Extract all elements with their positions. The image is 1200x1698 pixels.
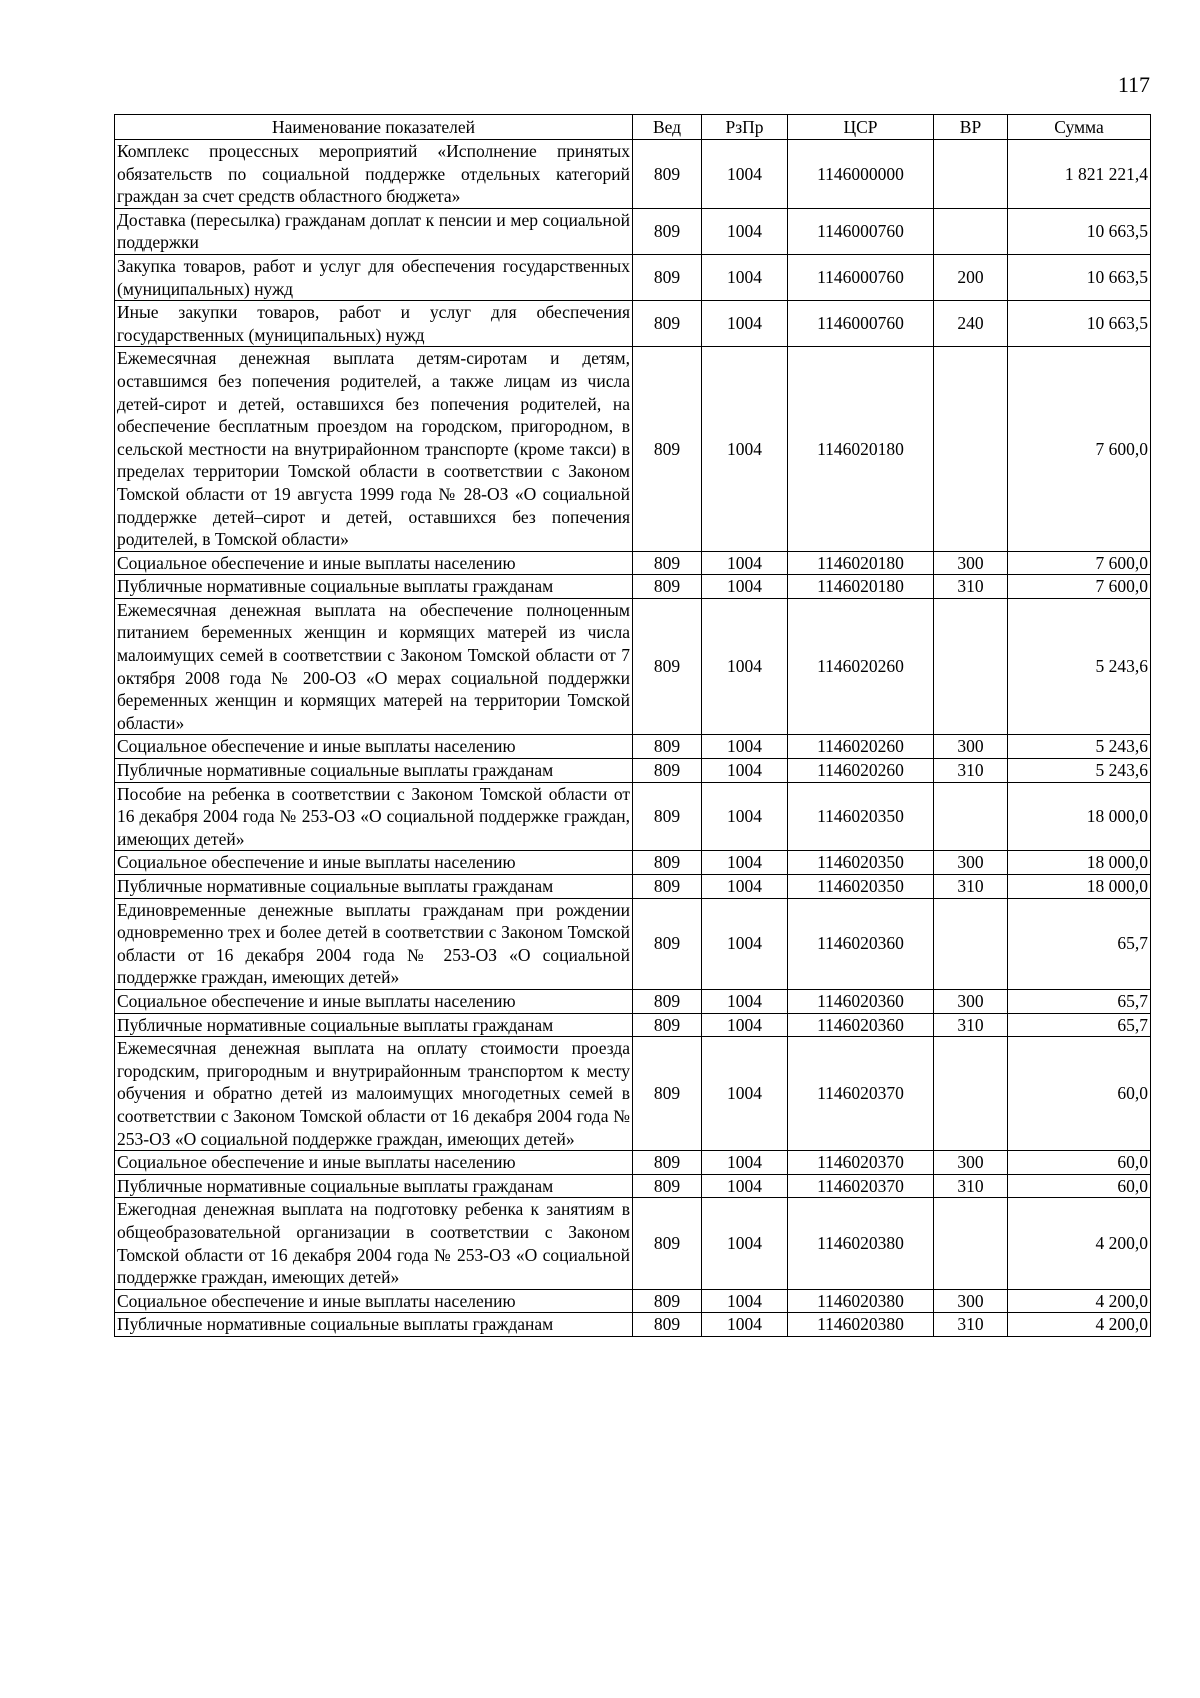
cell-rzpr: 1004 [702, 575, 788, 599]
cell-rzpr: 1004 [702, 989, 788, 1013]
cell-vr [934, 1037, 1008, 1151]
cell-name: Публичные нормативные социальные выплаты гражданам [115, 1174, 633, 1198]
cell-csr: 1146020360 [788, 1013, 934, 1037]
cell-sum: 60,0 [1008, 1174, 1151, 1198]
cell-ved: 809 [633, 254, 702, 300]
table-row [115, 989, 1151, 1013]
cell-ved: 809 [633, 851, 702, 875]
cell-sum: 18 000,0 [1008, 782, 1151, 851]
cell-sum: 7 600,0 [1008, 551, 1151, 575]
cell-sum: 4 200,0 [1008, 1198, 1151, 1289]
cell-vr [934, 140, 1008, 209]
cell-ved: 809 [633, 140, 702, 209]
cell-csr: 1146020350 [788, 875, 934, 899]
table-row [115, 1151, 1151, 1175]
table-row [115, 208, 1151, 254]
header-name: Наименование показателей [115, 115, 633, 140]
cell-name: Ежегодная денежная выплата на подготовку ребенка к занятиям в общеобразовательной организации в соответствии с Законом Томской области от 16 декабря 2004 года № 253-ОЗ «О социальной поддержке граждан, имеющих детей» [115, 1198, 633, 1289]
cell-ved: 809 [633, 759, 702, 783]
table-row [115, 551, 1151, 575]
cell-ved: 809 [633, 347, 702, 551]
cell-ved: 809 [633, 898, 702, 989]
cell-csr: 1146020380 [788, 1198, 934, 1289]
table-row [115, 254, 1151, 300]
table-row [115, 301, 1151, 347]
cell-rzpr: 1004 [702, 782, 788, 851]
header-ved: Вед [633, 115, 702, 140]
table-row [115, 759, 1151, 783]
cell-csr: 1146020180 [788, 347, 934, 551]
table-row [115, 575, 1151, 599]
cell-vr [934, 782, 1008, 851]
cell-name: Комплекс процессных мероприятий «Исполнение принятых обязательств по социальной поддержке отдельных категорий граждан за счет средств областного бюджета» [115, 140, 633, 209]
cell-csr: 1146020380 [788, 1289, 934, 1313]
header-rzpr: РзПр [702, 115, 788, 140]
table-row [115, 875, 1151, 899]
cell-sum: 1 821 221,4 [1008, 140, 1151, 209]
cell-sum: 18 000,0 [1008, 851, 1151, 875]
cell-rzpr: 1004 [702, 301, 788, 347]
cell-vr [934, 347, 1008, 551]
cell-ved: 809 [633, 598, 702, 735]
cell-name: Публичные нормативные социальные выплаты гражданам [115, 759, 633, 783]
cell-sum: 10 663,5 [1008, 208, 1151, 254]
cell-vr: 300 [934, 851, 1008, 875]
table-row [115, 1174, 1151, 1198]
table-row [115, 898, 1151, 989]
cell-sum: 65,7 [1008, 1013, 1151, 1037]
cell-ved: 809 [633, 1037, 702, 1151]
cell-vr: 300 [934, 989, 1008, 1013]
cell-sum: 5 243,6 [1008, 598, 1151, 735]
cell-csr: 1146000760 [788, 301, 934, 347]
budget-table [114, 114, 1151, 1337]
cell-rzpr: 1004 [702, 759, 788, 783]
cell-csr: 1146000000 [788, 140, 934, 209]
cell-name: Единовременные денежные выплаты гражданам при рождении одновременно трех и более детей в соответствии с Законом Томской области от 16 декабря 2004 года № 253-ОЗ «О социальной поддержке граждан, имеющих детей» [115, 898, 633, 989]
cell-vr [934, 898, 1008, 989]
header-row [115, 115, 1151, 140]
cell-name: Закупка товаров, работ и услуг для обеспечения государственных (муниципальных) нужд [115, 254, 633, 300]
cell-rzpr: 1004 [702, 1289, 788, 1313]
cell-vr: 310 [934, 875, 1008, 899]
cell-csr: 1146020350 [788, 851, 934, 875]
cell-csr: 1146020260 [788, 598, 934, 735]
cell-ved: 809 [633, 301, 702, 347]
cell-vr: 300 [934, 735, 1008, 759]
cell-sum: 4 200,0 [1008, 1289, 1151, 1313]
cell-name: Пособие на ребенка в соответствии с Законом Томской области от 16 декабря 2004 года № 253-ОЗ «О социальной поддержке граждан, имеющих детей» [115, 782, 633, 851]
cell-ved: 809 [633, 1151, 702, 1175]
cell-name: Ежемесячная денежная выплата на обеспечение полноценным питанием беременных женщин и кормящих матерей из числа малоимущих семей в соответствии с Законом Томской области от 7 октября 2008 года № 200-ОЗ «О мерах социальной поддержки беременных женщин и кормящих матерей на территории Томской области» [115, 598, 633, 735]
cell-vr: 300 [934, 551, 1008, 575]
cell-ved: 809 [633, 989, 702, 1013]
cell-csr: 1146020260 [788, 735, 934, 759]
table-row [115, 1289, 1151, 1313]
cell-name: Социальное обеспечение и иные выплаты населению [115, 1289, 633, 1313]
cell-name: Публичные нормативные социальные выплаты гражданам [115, 1313, 633, 1337]
table-body [115, 140, 1151, 1337]
cell-vr [934, 598, 1008, 735]
cell-sum: 18 000,0 [1008, 875, 1151, 899]
cell-name: Доставка (пересылка) гражданам доплат к пенсии и мер социальной поддержки [115, 208, 633, 254]
cell-rzpr: 1004 [702, 851, 788, 875]
table-header [115, 115, 1151, 140]
cell-ved: 809 [633, 1289, 702, 1313]
cell-rzpr: 1004 [702, 598, 788, 735]
cell-sum: 65,7 [1008, 989, 1151, 1013]
header-sum: Сумма [1008, 115, 1151, 140]
cell-csr: 1146020370 [788, 1037, 934, 1151]
cell-rzpr: 1004 [702, 875, 788, 899]
cell-name: Социальное обеспечение и иные выплаты населению [115, 551, 633, 575]
header-vr: ВР [934, 115, 1008, 140]
cell-csr: 1146020360 [788, 989, 934, 1013]
cell-vr: 200 [934, 254, 1008, 300]
cell-name: Социальное обеспечение и иные выплаты населению [115, 1151, 633, 1175]
cell-csr: 1146000760 [788, 208, 934, 254]
cell-vr: 300 [934, 1151, 1008, 1175]
cell-rzpr: 1004 [702, 551, 788, 575]
cell-sum: 10 663,5 [1008, 301, 1151, 347]
cell-ved: 809 [633, 1313, 702, 1337]
cell-ved: 809 [633, 735, 702, 759]
cell-name: Социальное обеспечение и иные выплаты населению [115, 735, 633, 759]
cell-name: Ежемесячная денежная выплата на оплату стоимости проезда городским, пригородным и внутрирайонным транспортом к месту обучения и обратно детей из малоимущих многодетных семей в соответствии с Законом Томской области от 16 декабря 2004 года № 253-ОЗ «О социальной поддержке граждан, имеющих детей» [115, 1037, 633, 1151]
cell-ved: 809 [633, 208, 702, 254]
cell-sum: 65,7 [1008, 898, 1151, 989]
cell-vr [934, 208, 1008, 254]
cell-vr: 310 [934, 1313, 1008, 1337]
cell-vr: 310 [934, 759, 1008, 783]
cell-rzpr: 1004 [702, 347, 788, 551]
cell-rzpr: 1004 [702, 208, 788, 254]
cell-rzpr: 1004 [702, 254, 788, 300]
cell-ved: 809 [633, 1013, 702, 1037]
cell-name: Публичные нормативные социальные выплаты гражданам [115, 1013, 633, 1037]
cell-csr: 1146020180 [788, 575, 934, 599]
cell-csr: 1146020360 [788, 898, 934, 989]
cell-rzpr: 1004 [702, 1313, 788, 1337]
cell-ved: 809 [633, 875, 702, 899]
cell-vr: 310 [934, 1013, 1008, 1037]
cell-name: Публичные нормативные социальные выплаты гражданам [115, 875, 633, 899]
cell-sum: 5 243,6 [1008, 735, 1151, 759]
cell-sum: 7 600,0 [1008, 347, 1151, 551]
cell-name: Публичные нормативные социальные выплаты гражданам [115, 575, 633, 599]
cell-csr: 1146020260 [788, 759, 934, 783]
cell-rzpr: 1004 [702, 735, 788, 759]
cell-rzpr: 1004 [702, 1013, 788, 1037]
cell-vr: 310 [934, 1174, 1008, 1198]
cell-ved: 809 [633, 551, 702, 575]
cell-ved: 809 [633, 1198, 702, 1289]
cell-csr: 1146020180 [788, 551, 934, 575]
header-csr: ЦСР [788, 115, 934, 140]
cell-csr: 1146020350 [788, 782, 934, 851]
table-row [115, 598, 1151, 735]
cell-rzpr: 1004 [702, 1151, 788, 1175]
table-row [115, 735, 1151, 759]
table-row [115, 782, 1151, 851]
table-row [115, 1198, 1151, 1289]
table-row [115, 851, 1151, 875]
cell-sum: 4 200,0 [1008, 1313, 1151, 1337]
cell-vr [934, 1198, 1008, 1289]
cell-rzpr: 1004 [702, 1198, 788, 1289]
cell-ved: 809 [633, 782, 702, 851]
cell-csr: 1146020380 [788, 1313, 934, 1337]
cell-name: Ежемесячная денежная выплата детям-сиротам и детям, оставшимся без попечения родителей, а также лицам из числа детей-сирот и детей, оставшихся без попечения родителей, на обеспечение бесплатным проездом на городском, пригородном, в сельской местности на внутрирайонном транспорте (кроме такси) в пределах территории Томской области в соответствии с Законом Томской области от 19 августа 1999 года № 28-ОЗ «О социальной поддержке детей–сирот и детей, оставшихся без попечения родителей, в Томской области» [115, 347, 633, 551]
cell-sum: 60,0 [1008, 1037, 1151, 1151]
cell-csr: 1146020370 [788, 1174, 934, 1198]
cell-vr: 240 [934, 301, 1008, 347]
table-row [115, 1037, 1151, 1151]
cell-ved: 809 [633, 1174, 702, 1198]
cell-name: Социальное обеспечение и иные выплаты населению [115, 989, 633, 1013]
cell-csr: 1146000760 [788, 254, 934, 300]
page-number: 117 [1117, 72, 1150, 97]
table-row [115, 1313, 1151, 1337]
table-row [115, 347, 1151, 551]
cell-csr: 1146020370 [788, 1151, 934, 1175]
cell-rzpr: 1004 [702, 1174, 788, 1198]
cell-sum: 7 600,0 [1008, 575, 1151, 599]
cell-name: Иные закупки товаров, работ и услуг для обеспечения государственных (муниципальных) нужд [115, 301, 633, 347]
cell-name: Социальное обеспечение и иные выплаты населению [115, 851, 633, 875]
cell-sum: 5 243,6 [1008, 759, 1151, 783]
table-row [115, 1013, 1151, 1037]
cell-rzpr: 1004 [702, 898, 788, 989]
table-row [115, 140, 1151, 209]
cell-sum: 10 663,5 [1008, 254, 1151, 300]
cell-vr: 310 [934, 575, 1008, 599]
cell-rzpr: 1004 [702, 140, 788, 209]
cell-rzpr: 1004 [702, 1037, 788, 1151]
cell-vr: 300 [934, 1289, 1008, 1313]
cell-sum: 60,0 [1008, 1151, 1151, 1175]
cell-ved: 809 [633, 575, 702, 599]
